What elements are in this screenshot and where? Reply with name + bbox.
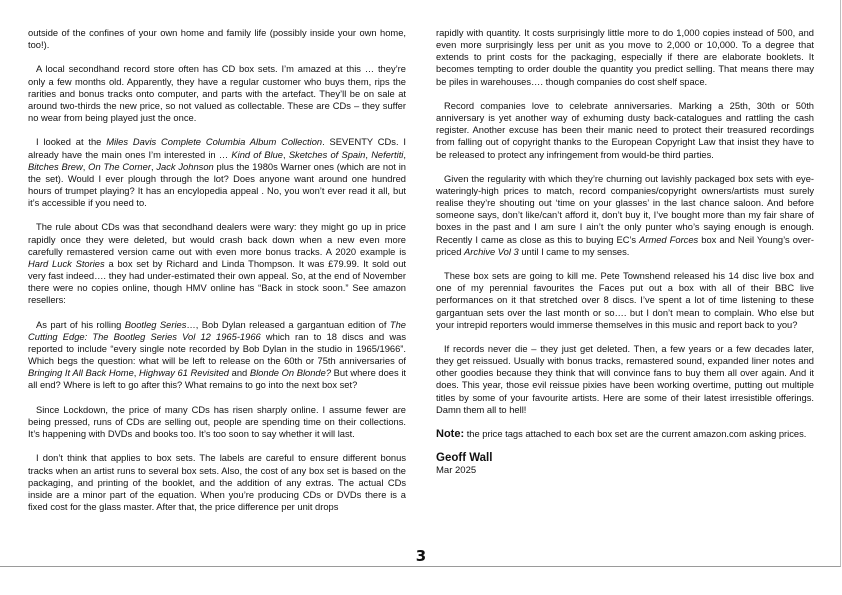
note-paragraph (436, 428, 814, 440)
author-date: Mar 2025 (436, 464, 477, 476)
text-run: , (133, 368, 140, 379)
paragraph: rapidly with quantity. It costs surprisingly little more to do 1,000 copies instead of 500, and even more surprisingly less per unit as you move to 2,000 or 10,000. To a degree that extends to print costs for the packaging, especially if there are elaborate booklets. It becomes tempting to order double the quantity you predict selling. That means there may be piles in warehouses…. though companies do cost shelf space. (436, 28, 814, 87)
album-title: Highway 61 Revisited (139, 368, 229, 379)
album-title: Blonde On Blonde? (249, 368, 332, 379)
album-title: Bitches Brew (28, 161, 83, 172)
text-run: , (82, 161, 89, 172)
author-signoff (436, 452, 814, 476)
album-title: Miles Davis Complete Columbia Album Collection (106, 137, 323, 148)
text-run: which ran to 18 discs and was reported to include “every single note recorded by Bob Dylan in the studio in 1965/1966”. Which begs the question: what will be left to release on the 60th or 75th anniversaries of (28, 331, 406, 367)
album-title: Sketches of Spain (288, 149, 366, 160)
text-run: The rule about CDs was that secondhand dealers were wary: they might go up in price rapidly once they were deleted, but would crash back down when a new even more carefully remastered version came out with even more bonus tracks. A 2020 example is (28, 222, 406, 257)
text-run: and (228, 368, 250, 379)
text-run: , (365, 149, 372, 160)
paragraph (28, 136, 406, 209)
paragraph: outside of the confines of your own home and family life (possibly inside your own home, too!). (28, 28, 406, 51)
paragraph: These box sets are going to kill me. Pete Townshend released his 14 disc live box and one of my perennial favourites the Faces put out a box with all of their BBC live performances on it that stretched over 8 discs. I’ve spent a lot of time listening to these gargantuan sets over the last month or so…. but I don’t mean to complain. Who else but your intrepid reporters would immerse themselves in this music and report back to you? (436, 271, 814, 330)
album-title: Kind of Blue (231, 149, 284, 160)
album-title: Nefertiti (371, 149, 404, 160)
paragraph: Record companies love to celebrate anniversaries. Marking a 25th, 30th or 50th anniversary is yet another way of exhuming dusty back-catalogues and rattling the cash register. Another excuse has been their manic need to protect their treasured recordings from falling out of copyright thanks to the European Copyright Law that insist they have to be released to protect any infringement from would-be third parties. (436, 100, 814, 160)
text-run: , (403, 149, 406, 160)
paragraph: Since Lockdown, the price of many CDs has risen sharply online. I assume fewer are being pressed, runs of CDs are selling out, people are spending time on their collections. It’s happening with DVDs and books too. It’s too soon to say whether it will last. (28, 404, 406, 440)
text-run: a box set by Richard and Linda Thompson. It was £79.99. It sold out very fast indeed…. they had under-estimated their own appeal. So, at the end of November there were no copies online, though HMV online has “Back in stock soon.” See amazon resellers: (28, 258, 406, 306)
album-title: Bootleg Series (124, 319, 187, 330)
album-title: Jack Johnson (156, 161, 214, 172)
album-title: Bringing It All Back Home (28, 368, 134, 379)
album-title: On The Corner (88, 161, 151, 172)
note-label: Note: (436, 428, 465, 441)
text-run: But where does it all end? Where is left to go after this? What remains to go into the next box set? (28, 368, 406, 391)
album-title: The Cutting Edge: The Bootleg Series Vol 12 1965-1966 (28, 319, 406, 342)
text-run: plus the 1980s Warner ones (which are not in the set). Would I ever plough through the lot? Does anyone want around one hundred hours of trumpet playing? It has an encylopedia appeal . No, you won’t ever read it all, but it’s accessible if you need to. (28, 161, 406, 209)
paragraph (436, 173, 814, 258)
album-title: Hard Luck Stories (28, 258, 105, 269)
text-run: , (283, 149, 289, 160)
paragraph: If records never die – they just get deleted. Then, a few years or a few decades later, they get reissued. Usually with bonus tracks, remastered sound, expanded liner notes and other goodies because they think that will convince fans to buy them all over again. And it does. This year, those evil reissue pixies have been working overtime, putting out multiple titles by some of your favourite artists. Here are some of their latest irresistible offerings. Damn them all to hell! (436, 344, 814, 415)
page-number: 3 (415, 547, 427, 565)
text-run: As part of his rolling (36, 319, 125, 330)
paragraph: I don’t think that applies to box sets. The labels are careful to ensure different bonus tracks when an artist runs to several box sets. Also, the cost of any box set is based on the packaging, and printing of the booklet, and the addition of any extras. The actual CDs inside are a minor part of the equation. When you’re producing CDs or DVDs there is a fixed cost for the glass master. After that, the price difference per unit drops (28, 453, 406, 512)
left-column (28, 27, 406, 525)
text-run: , (150, 161, 157, 172)
bottom-margin (0, 568, 842, 595)
text-run: box and Neil Young’s over-priced (436, 234, 814, 257)
album-title: Armed Forces (639, 234, 699, 245)
text-run: . SEVENTY CDs. I already have the main ones I’m interested in … (28, 137, 406, 160)
text-run: Given the regularity with which they’re churning out lavishly packaged box sets with eye-wateringly-high prices to match, record companies/copyright owners/artists must surely realise they’re shouting out ‘time on your glasses’ in the last chance saloon. And before someone says, don’t like/can’t afford it, don’t buy it, I’ve bought more than my fair share of boxes in the past and I am sure I ain’t the only punter who’s saying enough is enough. Recently I came as close as this to buying EC’s (436, 173, 814, 245)
note-text: the price tags attached to each box set are the current amazon.com asking prices. (464, 429, 807, 440)
paragraph (28, 319, 406, 392)
text-run: until I came to my senses. (518, 246, 630, 257)
author-name: Geoff Wall (436, 452, 493, 465)
paragraph (28, 221, 406, 306)
album-title: Archive Vol 3 (464, 246, 519, 257)
paragraph: A local secondhand record store often has CD box sets. I’m amazed at this … they’re only a few months old. Apparently, they have a regular customer who buys them, rips the rarities and bonus tracks onto computer, and parts with the artefact. They’ll be on sale at around two-thirds the new price, so not valued as collectable. These are CDs – they suffer no wear from being played just the once. (28, 64, 406, 124)
text-run: I looked at the (36, 137, 107, 148)
text-run: …, Bob Dylan released a gargantuan edition of (186, 319, 390, 330)
right-column (436, 27, 814, 477)
